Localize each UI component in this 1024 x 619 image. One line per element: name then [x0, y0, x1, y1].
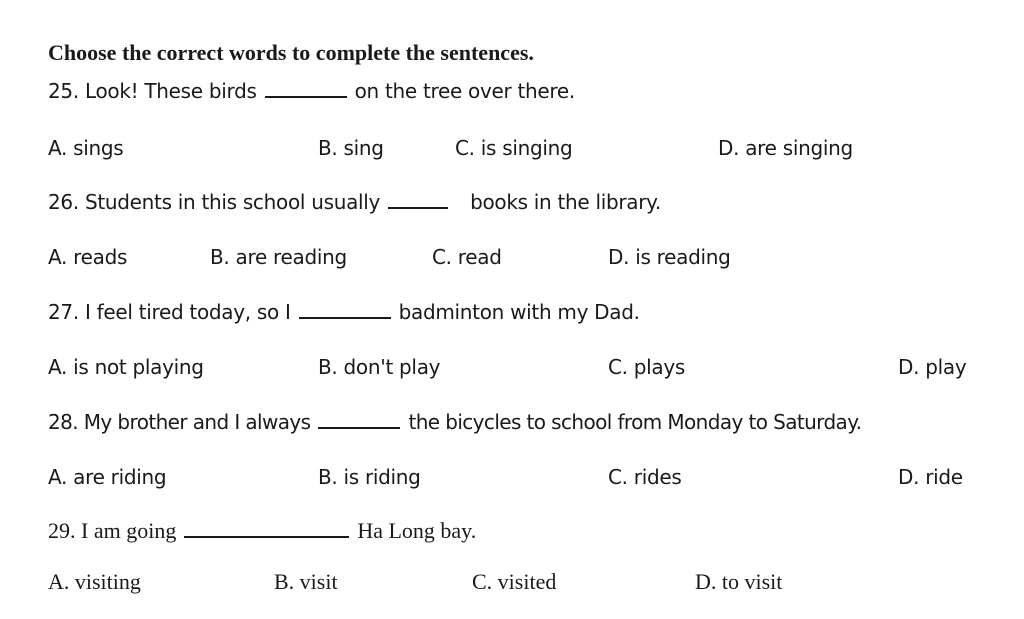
question-text-after: on the tree over there. — [354, 79, 575, 103]
question-text-after: books in the library. — [470, 190, 661, 214]
question-25 — [48, 81, 575, 101]
question-text-after: Ha Long bay. — [357, 518, 477, 543]
option-c: C. rides — [608, 465, 682, 489]
option-c: C. read — [432, 245, 502, 269]
option-d: D. play — [898, 355, 967, 379]
question-29 — [48, 520, 476, 542]
cropped-text-remnant — [48, 0, 228, 4]
question-text-before: 25. Look! These birds — [48, 79, 257, 103]
option-b: B. sing — [318, 136, 384, 160]
answer-blank — [184, 522, 349, 538]
question-text-before: 28. My brother and I always — [48, 410, 311, 434]
option-a: A. reads — [48, 245, 128, 269]
option-d: D. is reading — [608, 245, 731, 269]
option-b: B. is riding — [318, 465, 421, 489]
option-a: A. are riding — [48, 465, 167, 489]
cropped-text-remnant — [262, 0, 502, 4]
question-27 — [48, 302, 640, 322]
question-text-after: badminton with my Dad. — [398, 300, 640, 324]
option-a: A. visiting — [48, 569, 141, 594]
answer-blank — [265, 82, 347, 98]
option-c: C. plays — [608, 355, 686, 379]
option-c: C. is singing — [455, 136, 573, 160]
option-b: B. don't play — [318, 355, 441, 379]
question-28 — [48, 412, 861, 432]
question-text-before: 26. Students in this school usually — [48, 190, 381, 214]
answer-blank — [318, 413, 400, 429]
question-text-after: the bicycles to school from Monday to Saturday. — [408, 410, 862, 434]
answer-blank — [299, 303, 391, 319]
option-a: A. is not playing — [48, 355, 204, 379]
instruction-heading: Choose the correct words to complete the sentences. — [48, 40, 534, 65]
option-b: B. are reading — [210, 245, 347, 269]
cropped-text-remnant — [598, 0, 718, 4]
option-c: C. visited — [472, 569, 557, 594]
option-d: D. ride — [898, 465, 963, 489]
question-text-before: 29. I am going — [48, 518, 177, 543]
question-26 — [48, 192, 661, 212]
answer-blank — [388, 193, 448, 209]
option-b: B. visit — [274, 569, 338, 594]
option-d: D. to visit — [695, 569, 783, 594]
question-text-before: 27. I feel tired today, so I — [48, 300, 291, 324]
option-d: D. are singing — [718, 136, 853, 160]
option-a: A. sings — [48, 136, 124, 160]
